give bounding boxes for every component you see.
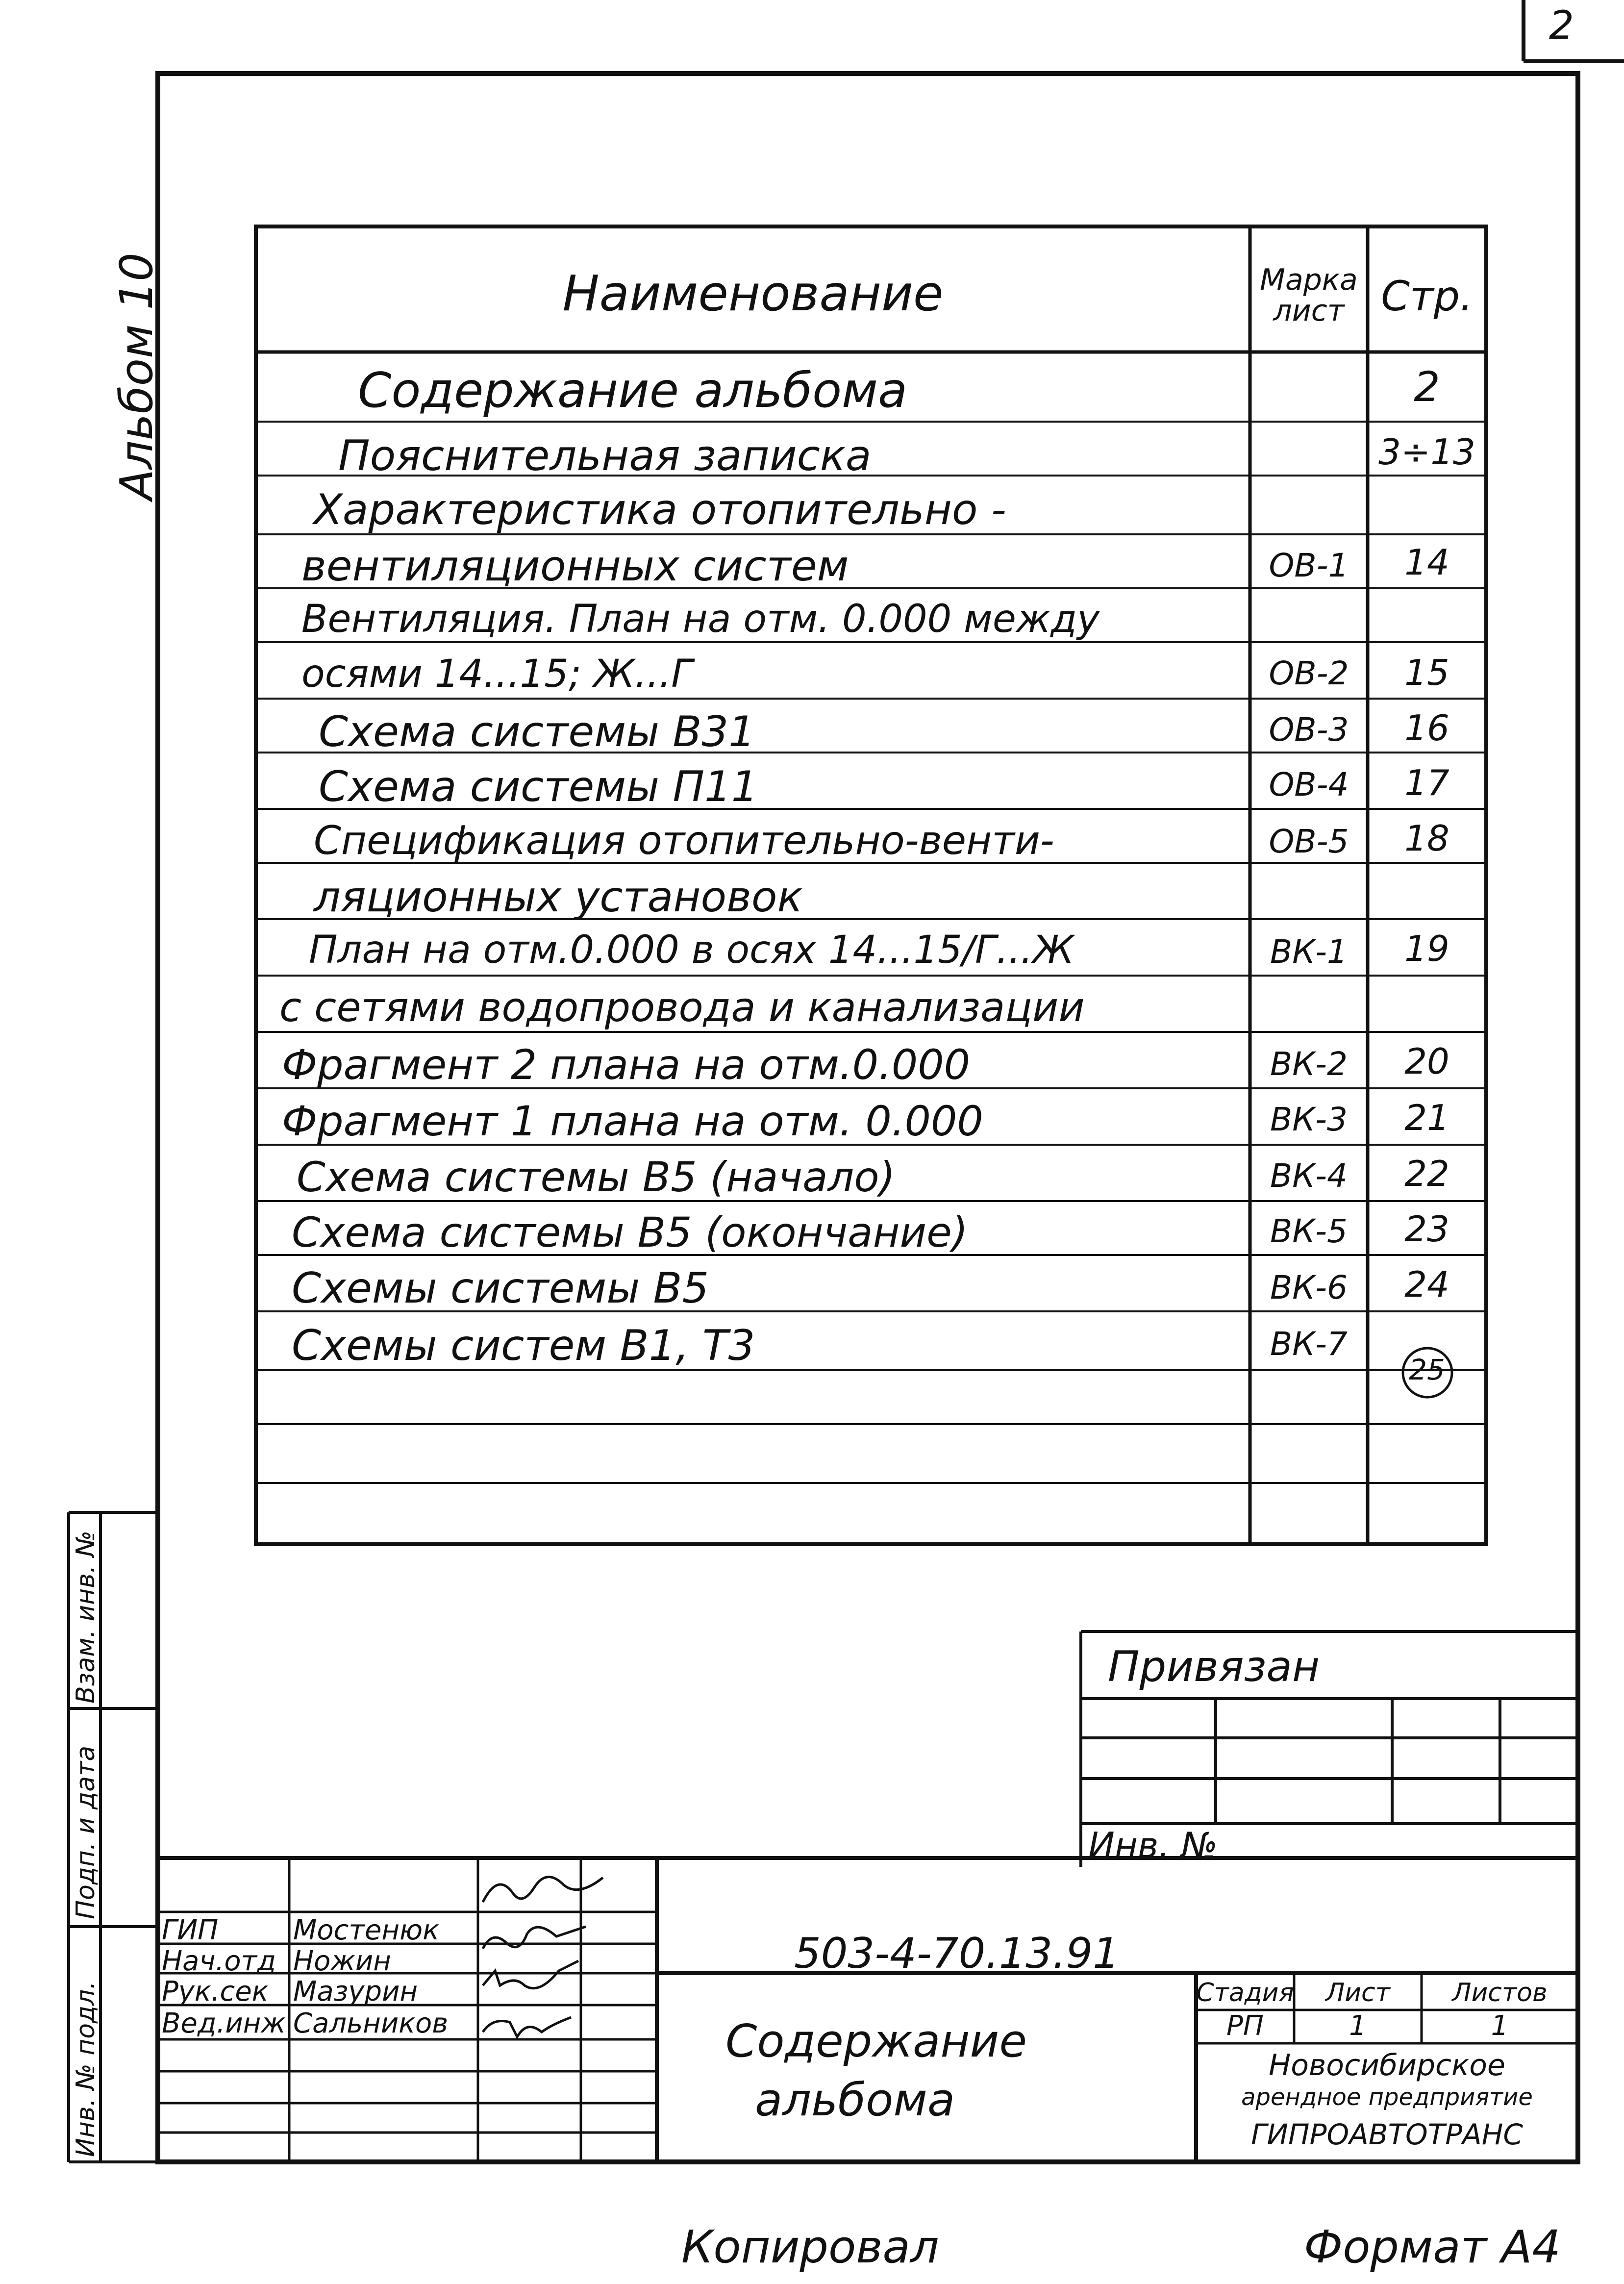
signer-role: Нач.отд [162, 1945, 276, 1977]
row-mark: ВК-4 [1270, 1157, 1348, 1195]
row-page: 17 [1404, 762, 1449, 803]
row-page: 20 [1404, 1041, 1449, 1082]
row-name: Содержание альбома [358, 363, 908, 419]
row-mark: ВК-2 [1270, 1045, 1348, 1083]
format-label: Формат А4 [1304, 2221, 1561, 2273]
signer-name: Ножин [293, 1945, 391, 1977]
org-line2: арендное предприятие [1241, 2083, 1533, 2111]
sheet-label: Лист [1325, 1978, 1390, 2008]
row-mark: ВК-3 [1270, 1101, 1348, 1138]
document-code: 503-4-70.13.91 [794, 1929, 1120, 1978]
signer-name: Мостенюк [293, 1914, 440, 1946]
row-name: Пояснительная записка [338, 431, 872, 480]
row-name: Фрагмент 1 плана на отм. 0.000 [282, 1097, 983, 1145]
row-name: Схема системы В5 (начало) [297, 1153, 896, 1201]
stage-value: РП [1226, 2010, 1264, 2042]
org-line1: Новосибирское [1269, 2048, 1505, 2083]
row-name: Схема системы П11 [319, 762, 758, 811]
row-name: ляционных установок [314, 873, 803, 922]
attached-title: Привязан [1108, 1642, 1320, 1691]
row-page: 25 [1409, 1353, 1445, 1386]
signer-role: Рук.сек [162, 1976, 269, 2008]
row-mark: ВК-5 [1270, 1212, 1348, 1250]
row-name: Схемы системы В5 [292, 1264, 709, 1313]
row-page: 24 [1404, 1264, 1449, 1305]
signer-name: Сальников [293, 2008, 449, 2039]
signer-name: Мазурин [293, 1976, 418, 2008]
row-page: 2 [1414, 363, 1440, 411]
row-name: Характеристика отопительно - [314, 485, 1006, 534]
copied-label: Копировал [681, 2221, 939, 2273]
row-name: План на отм.0.000 в осях 14...15/Г...Ж [309, 928, 1074, 972]
doc-title-line1: Содержание [725, 2015, 1027, 2067]
stage-label: Стадия [1196, 1978, 1294, 2008]
row-mark: ВК-6 [1270, 1269, 1348, 1306]
stamp-vzam-inv: Взам. инв. № [71, 1530, 100, 1704]
doc-title-line2: альбома [755, 2074, 955, 2126]
row-mark: ВК-7 [1270, 1325, 1348, 1363]
row-page: 22 [1404, 1153, 1449, 1194]
row-mark: ОВ-2 [1269, 654, 1349, 692]
sheet-value: 1 [1349, 2010, 1367, 2042]
row-mark: ОВ-3 [1269, 711, 1349, 749]
row-name: вентиляционных систем [301, 542, 849, 591]
row-mark: ВК-1 [1270, 933, 1348, 971]
sheets-value: 1 [1491, 2010, 1509, 2042]
row-page: 21 [1404, 1097, 1449, 1138]
attached-inv-label: Инв. № [1088, 1825, 1218, 1866]
row-mark: ОВ-1 [1269, 547, 1349, 584]
signatures [483, 1877, 603, 2037]
sheets-label: Листов [1452, 1978, 1548, 2008]
row-page: 3÷13 [1378, 431, 1475, 473]
org-line3: ГИПРОАВТОТРАНС [1251, 2118, 1523, 2151]
stamp-inv-podl: Инв. № подл. [71, 1981, 100, 2157]
row-page: 19 [1404, 928, 1449, 969]
album-label: Альбом 10 [110, 252, 163, 500]
row-name: осями 14...15; Ж...Г [301, 652, 693, 696]
row-page: 16 [1404, 707, 1449, 749]
row-mark: ОВ-4 [1269, 766, 1349, 803]
row-name: с сетями водопровода и канализации [279, 984, 1085, 1031]
stamp-podp-data: Подп. и дата [71, 1745, 100, 1919]
header-page: Стр. [1381, 272, 1473, 320]
row-name: Вентиляция. План на отм. 0.000 между [301, 597, 1100, 641]
header-name: Наименование [562, 265, 944, 322]
row-name: Схема системы В31 [319, 707, 755, 756]
row-page: 15 [1404, 652, 1449, 693]
signer-role: Вед.инж [162, 2008, 286, 2039]
header-mark: Марка лист [1260, 263, 1358, 328]
sheet-number: 2 [1549, 2, 1574, 48]
row-name: Схема системы В5 (окончание) [292, 1208, 968, 1256]
row-name: Спецификация отопительно-венти- [314, 818, 1054, 863]
row-page: 18 [1404, 818, 1449, 859]
row-name: Схемы систем В1, Т3 [292, 1321, 755, 1370]
row-page: 23 [1404, 1208, 1449, 1250]
signer-role: ГИП [162, 1914, 219, 1946]
row-mark: ОВ-5 [1269, 823, 1349, 860]
row-page: 14 [1404, 542, 1449, 583]
row-name: Фрагмент 2 плана на отм.0.000 [282, 1041, 971, 1089]
